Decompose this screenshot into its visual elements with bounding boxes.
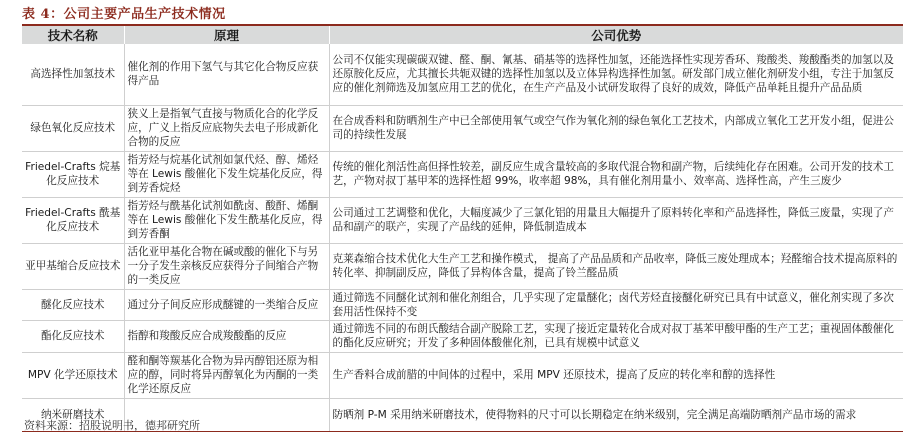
header-tech-name: 技术名称 xyxy=(22,26,124,44)
table-row xyxy=(22,289,903,321)
principle-cell: 通过分子间反应形成醚键的一类缩合反应 xyxy=(124,289,329,321)
tech-name-cell: Friedel-Crafts 烷基化反应技术 xyxy=(22,151,124,197)
table-row xyxy=(22,321,903,353)
tech-name-cell: Friedel-Crafts 酰基化反应技术 xyxy=(22,197,124,243)
principle-cell: 催化剂的作用下氢气与其它化合物反应获得产品 xyxy=(124,44,329,105)
technology-table xyxy=(22,26,903,432)
source-note: 资料来源：招股说明书，德邦研究所 xyxy=(24,419,200,432)
advantage-cell: 通过筛选不同醚化试剂和催化剂组合，几乎实现了定量醚化；卤代芳烃直接醚化研究已具有中试意义，催化剂实现了多次套用活性保持不变 xyxy=(329,289,903,321)
tech-name-cell: 酯化反应技术 xyxy=(22,321,124,353)
table-row xyxy=(22,105,903,151)
tech-name-cell: 高选择性加氢技术 xyxy=(30,68,116,81)
principle-cell: 指芳烃与烷基化试剂如氯代烃、醇、烯烃等在 Lewis 酸催化下发生烷基化反应，得到芳香烷烃 xyxy=(124,151,329,197)
table-header xyxy=(22,26,903,44)
advantage-cell: 公司不仅能实现碳碳双键、醛、酮、氰基、硝基等的选择性加氢，还能选择性实现芳香环、羧酸类、羧酸酯类的加氢以及还原胺化反应，尤其擅长共轭双键的选择性加氢以及立体异构选择性加氢。研发部门成立催化剂研发小组，专注于加氢反应的催化剂筛选及加氢应用工艺的优化，在生产产品及小试研发取得了良好的成效，降低产品单耗且提升产品品质 xyxy=(329,44,903,105)
advantage-cell: 克莱森缩合技术优化大生产工艺和操作模式， 提高了产品品质和产品收率，降低三废处理成本；羟醛缩合技术提高原料的转化率、抑制副反应，降低了异构体含量，提高了铃兰醛品质 xyxy=(329,243,903,289)
advantage-cell: 公司通过工艺调整和优化，大幅度减少了三氯化铝的用量且大幅提升了原料转化率和产品选择性，降低三废量，实现了产品和副产的联产，实现了产品线的延伸，降低制造成本 xyxy=(329,197,903,243)
tech-name-cell: 醚化反应技术 xyxy=(22,289,124,321)
table-title: 表 4：公司主要产品生产技术情况 xyxy=(22,7,226,22)
advantage-cell: 生产香料合成前腊的中间体的过程中，采用 MPV 还原技术，提高了反应的转化率和醇的选择性 xyxy=(329,352,903,398)
table-row xyxy=(22,151,903,197)
advantage-cell: 防晒剂 P-M 采用纳米研磨技术，使得物料的尺寸可以长期稳定在纳米级别，完全满足高端防晒剂产品市场的需求 xyxy=(329,398,903,431)
table-row xyxy=(22,352,903,398)
tech-name-cell: 亚甲基缩合反应技术 xyxy=(22,243,124,289)
tech-name-cell: 绿色氧化反应技术 xyxy=(22,105,124,151)
advantage-cell: 传统的催化剂活性高但择性较差，副反应生成含量较高的多取代混合物和副产物，后续纯化存在困难。公司开发的技术工艺，产物对叔丁基甲苯的选择性超 99%，收率超 98%，具有催化剂用量小、效率高、选择性高，产生三废少 xyxy=(329,151,903,197)
table-row xyxy=(22,44,903,105)
table-row xyxy=(22,243,903,289)
table-row xyxy=(22,197,903,243)
principle-cell: 活化亚甲基化合物在碱或酸的催化下与另一分子发生亲核反应获得分子间缩合产物的一类反应 xyxy=(124,243,329,289)
principle-cell: 指芳烃与酰基化试剂如酰卤、酸酐、烯酮等在 Lewis 酸催化下发生酰基化反应，得到芳香酮 xyxy=(124,197,329,243)
tech-name-cell: 纳米研磨技术 xyxy=(22,398,124,431)
header-advantage: 公司优势 xyxy=(329,26,903,44)
tech-name-cell: MPV 化学还原技术 xyxy=(22,352,124,398)
advantage-cell: 通过筛选不同的布朗氏酸结合副产脱除工艺，实现了接近定量转化合成对叔丁基苯甲酸甲酯的生产工艺；重视固体酸催化的酯化反应研究；开发了多种固体酸催化剂，已具有规模中试意义 xyxy=(329,321,903,353)
advantage-cell: 在合成香料和防晒剂生产中已全部使用氧气或空气作为氧化剂的绿色氧化工艺技术，内部成立氧化工艺开发小组，促进公司的持续性发展 xyxy=(329,105,903,151)
principle-cell: 指醇和羧酸反应合成羧酸酯的反应 xyxy=(124,321,329,353)
header-principle: 原理 xyxy=(124,26,329,44)
principle-cell: 狭义上是指氧气直接与物质化合的化学反应，广义上指反应底物失去电子形成新化合物的反应 xyxy=(124,105,329,151)
principle-cell: 醛和酮等羰基化合物为异丙醇铝还原为相应的醇，同时将异丙醇氧化为丙酮的一类化学还原反应 xyxy=(124,352,329,398)
